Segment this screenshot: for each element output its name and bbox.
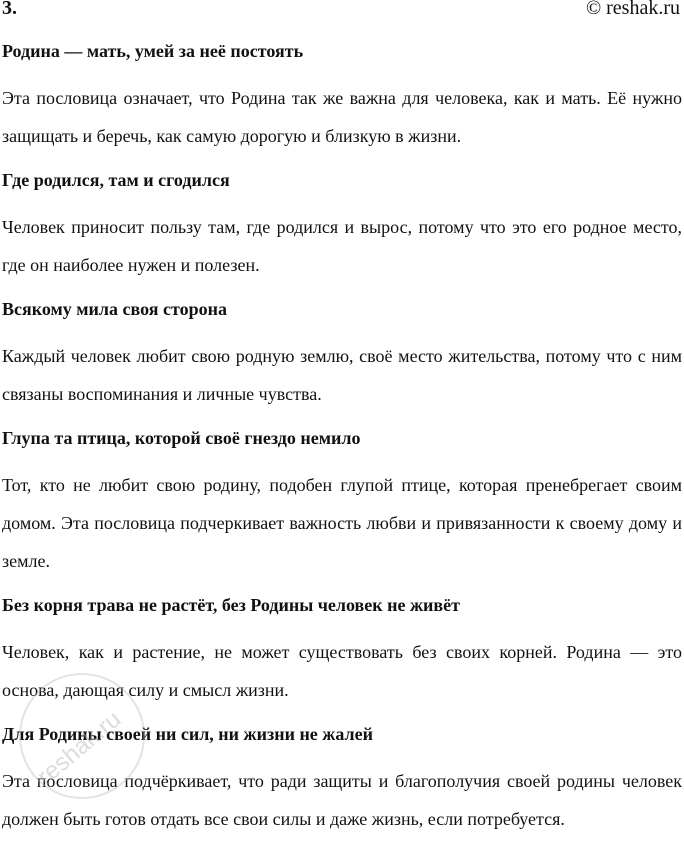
proverb-explanation: Тот, кто не любит свою родину, подобен глупой птице, которая пренебрегает своим домом. Эта пословица подчеркивает важность любви и привязанности к своему дому и земле. <box>2 475 682 571</box>
proverb-title: Всякому мила своя сторона <box>2 299 227 319</box>
proverb-section <box>2 594 682 709</box>
proverb-section <box>2 723 682 838</box>
proverb-explanation: Эта пословица подчёркивает, что ради защиты и благополучия своей родины человек должен быть готов отдать все свои силы и даже жизнь, если потребуется. <box>2 771 682 829</box>
proverb-explanation: Человек, как и растение, не может существовать без своих корней. Родина — это основа, дающая силу и смысл жизни. <box>2 642 682 700</box>
task-number: 3. <box>2 0 17 19</box>
proverb-section <box>2 298 682 413</box>
proverb-title: Для Родины своей ни сил, ни жизни не жалей <box>2 724 373 744</box>
source-copyright: © reshak.ru <box>585 0 680 19</box>
page-header <box>0 0 684 24</box>
proverb-title: Без корня трава не растёт, без Родины человек не живёт <box>2 595 460 615</box>
proverb-title: Глупа та птица, которой своё гнездо немило <box>2 428 361 448</box>
proverb-section <box>2 40 682 155</box>
proverb-explanation: Каждый человек любит свою родную землю, своё место жительства, потому что с ним связаны воспоминания и личные чувства. <box>2 346 682 404</box>
proverb-explanation: Человек приносит пользу там, где родился и вырос, потому что это его родное место, где он наиболее нужен и полезен. <box>2 217 682 275</box>
proverb-explanation: Эта пословица означает, что Родина так же важна для человека, как и мать. Её нужно защищать и беречь, как самую дорогую и близкую в жизни. <box>2 88 682 146</box>
proverb-section <box>2 427 682 580</box>
proverb-title: Родина — мать, умей за неё постоять <box>2 41 304 61</box>
proverb-section <box>2 169 682 284</box>
proverb-title: Где родился, там и сгодился <box>2 170 230 190</box>
watermark-text: reshak.ru <box>32 705 127 791</box>
proverbs-list <box>2 28 682 852</box>
